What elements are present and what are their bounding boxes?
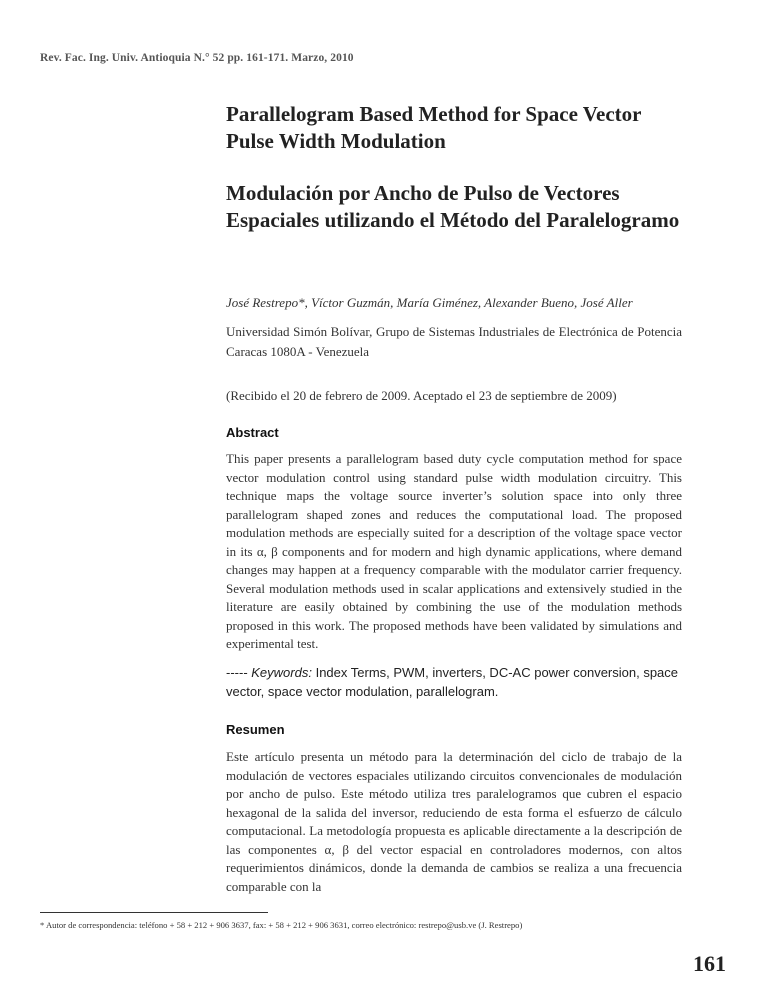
resumen-heading: Resumen [226, 722, 285, 737]
abstract-text: This paper presents a parallelogram based duty cycle computation method for space vector modulation control using standard pulse width modulation circuitry. This technique maps the voltage source inverter’s solution space into only three parallelogram shaped zones and reduces the computational load. The proposed modulation methods are especially suited for a description of the voltage space vector in its α, β components and for modern and high dynamic applications, where demand changes may happen at a frequency comparable with the modulator carrier frequency. Several modulation methods used in scalar applications and extensively studied in the literature are easily obtained by combining the use of the modulation methods proposed in this work. The proposed methods have been validated by simulations and experimental test. [226, 451, 682, 651]
journal-header: Rev. Fac. Ing. Univ. Antioquia N.° 52 pp. 161-171. Marzo, 2010 [40, 52, 354, 64]
page-number: 161 [693, 951, 726, 976]
correspondence-footnote: * Autor de correspondencia: teléfono + 58 + 212 + 906 3637, fax: + 58 + 212 + 906 3631, correo electrónico: restrepo@usb.ve (J. Restrepo) [40, 920, 523, 930]
footnote-divider [40, 912, 268, 913]
english-title: Parallelogram Based Method for Space Vector Pulse Width Modulation [226, 102, 642, 153]
spanish-title: Modulación por Ancho de Pulso de Vectores Espaciales utilizando el Método del Paralelogramo [226, 181, 680, 232]
keywords-text: Index Terms, PWM, inverters, DC-AC power conversion, space vector, space vector modulation, parallelogram. [226, 665, 679, 699]
author-list: José Restrepo*, Víctor Guzmán, María Giménez, Alexander Bueno, José Aller [226, 295, 633, 310]
resumen-text: Este artículo presenta un método para la determinación del ciclo de trabajo de la modulación de vectores espaciales utilizando circuitos convencionales de modulación por ancho de pulso. Este método utiliza tres paralelogramos que cubren el espacio hexagonal de la salida del inversor, reduciendo de esta forma el esfuerzo de cálculo computacional. La metodología propuesta es aplicable directamente a la descripción de las componentes α, β del vector espacial en controladores modernos, con altos requerimientos dinámicos, donde la demanda de cambios se realiza a una frecuencia comparable con la [226, 749, 682, 894]
keywords-label: Keywords: [251, 665, 312, 680]
keywords-prefix: ----- [226, 665, 252, 680]
received-accepted-dates: (Recibido el 20 de febrero de 2009. Aceptado el 23 de septiembre de 2009) [226, 388, 617, 403]
abstract-heading: Abstract [226, 425, 279, 440]
affiliation: Universidad Simón Bolívar, Grupo de Sistemas Industriales de Electrónica de Potencia Caracas 1080A - Venezuela [226, 324, 682, 359]
keywords [226, 663, 682, 701]
